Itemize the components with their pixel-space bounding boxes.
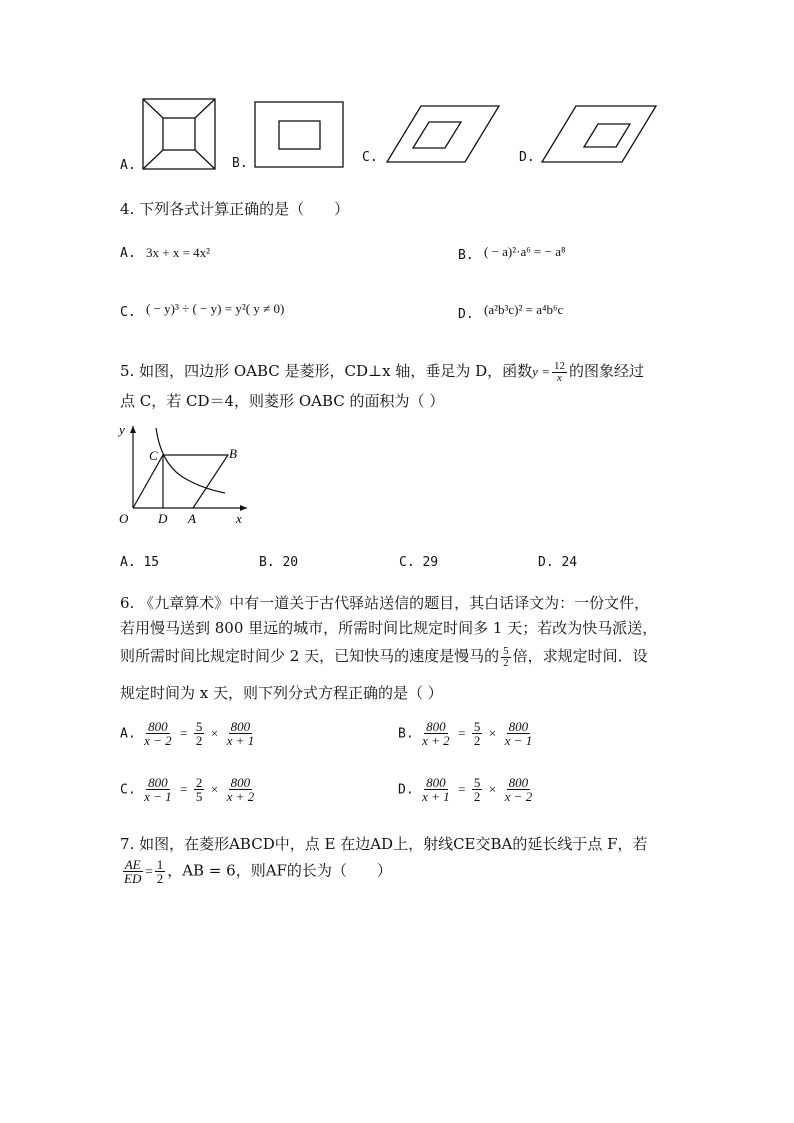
- q6-d-eq: =: [458, 781, 466, 797]
- q4-option-a-expr: 3x + x = 4x²: [146, 245, 211, 260]
- q6-option-b: [398, 720, 536, 747]
- q5-option-c: C. 29: [399, 555, 439, 570]
- q5-option-b: B. 20: [259, 555, 299, 570]
- q3-figure-a: [142, 98, 218, 172]
- q6-a-cd: 2: [195, 733, 203, 748]
- q6-d-cn: 5: [473, 775, 481, 790]
- q5-label-c: C: [149, 448, 158, 463]
- q5-stem-line1: [120, 360, 644, 384]
- q6-b-cn: 5: [473, 719, 481, 734]
- q5-stem-part1: 5. 如图，四边形 OABC 是菱形，CD⊥x 轴，垂足为 D，函数: [120, 362, 533, 380]
- q7-half-fraction: [155, 858, 166, 885]
- q6-option-d: [398, 776, 536, 803]
- q6-a-n2: 800: [230, 719, 251, 734]
- q6-a-d2: x + 1: [226, 733, 255, 748]
- q4-stem: 4. 下列各式计算正确的是（ ）: [120, 200, 350, 218]
- q7-half-num: 1: [156, 857, 164, 872]
- q6-d-d1: x + 1: [422, 789, 450, 804]
- q6-line4: 规定时间为 x 天，则下列分式方程正确的是（ ）: [120, 684, 443, 702]
- q6-c-times: ×: [210, 781, 219, 797]
- q5-func-lhs: y =: [532, 364, 550, 379]
- q6-a-eq: =: [180, 725, 188, 741]
- q5-option-a: A. 15: [120, 555, 160, 570]
- q6-d-times: ×: [488, 781, 497, 797]
- q6-b-times: ×: [488, 725, 497, 741]
- q4-option-d-expr: (a²b³c)² = a⁴b⁶c: [484, 302, 564, 317]
- q6-c-cn: 2: [195, 775, 203, 790]
- q5-label-o: O: [119, 511, 129, 526]
- q6-d-n1: 800: [426, 775, 446, 790]
- q6-a-d1: x − 2: [144, 733, 172, 748]
- q7-line2: [120, 858, 392, 885]
- q6-option-b-label: B.: [398, 726, 414, 742]
- q3-option-c-label: C.: [362, 150, 378, 165]
- q3-figure-c: [385, 104, 501, 164]
- q6-b-d2: x − 1: [504, 733, 533, 748]
- q6-option-d-label: D.: [398, 782, 414, 798]
- q5-label-y: y: [119, 422, 125, 437]
- q6-ratio-den: 2: [503, 656, 509, 669]
- q7-line2-rest: ，AB = 6，则AF的长为（ ）: [167, 861, 392, 880]
- q3-option-d-label: D.: [519, 150, 535, 165]
- q6-c-n1: 800: [148, 775, 168, 790]
- q3-option-b-label: B.: [232, 156, 248, 171]
- q6-line2: 若用慢马送到 800 里远的城市，所需时间比规定时间多 1 天；若改为快马派送，: [120, 619, 658, 637]
- q4-option-b-expr: ( − a)²·a⁶ = − a⁸: [484, 244, 566, 259]
- q7-frac-den: ED: [124, 871, 142, 886]
- q5-figure: [115, 420, 255, 530]
- q7-half-den: 2: [156, 871, 164, 886]
- q6-d-cd: 2: [473, 789, 481, 804]
- q5-func-den: x: [557, 371, 562, 384]
- q5-label-b: B: [229, 446, 237, 461]
- q6-a-times: ×: [210, 725, 219, 741]
- q7-line1: 7. 如图，在菱形ABCD中，点 E 在边AD上，射线CE交BA的延长线于点 F，若: [120, 835, 648, 853]
- q5-func-num: 12: [553, 359, 565, 372]
- q7-ratio-fraction: [122, 858, 143, 885]
- q6-line3-part1: 则所需时间比规定时间少 2 天，已知快马的速度是慢马的: [120, 647, 500, 665]
- q6-line1: 6. 《九章算术》中有一道关于古代驿站送信的题目，其白话译文为：一份文件，: [120, 594, 650, 612]
- q7-eq: =: [145, 863, 153, 879]
- q6-c-d2: x + 2: [226, 789, 255, 804]
- q4-option-c-label: C.: [120, 305, 136, 320]
- q6-option-a-label: A.: [120, 726, 136, 742]
- q6-c-n2: 800: [230, 775, 251, 790]
- q5-stem-line2: 点 C，若 CD＝4，则菱形 OABC 的面积为（ ）: [120, 392, 445, 410]
- q5-label-d: D: [158, 511, 168, 526]
- q5-label-x: x: [236, 511, 242, 526]
- q6-a-cn: 5: [195, 719, 203, 734]
- q5-option-d: D. 24: [538, 555, 578, 570]
- q6-d-n2: 800: [508, 775, 529, 790]
- q5-func-fraction: [552, 361, 567, 384]
- q3-option-a-label: A.: [120, 158, 136, 173]
- q6-b-cd: 2: [473, 733, 481, 748]
- q6-c-d1: x − 1: [144, 789, 172, 804]
- q6-a-n1: 800: [148, 719, 168, 734]
- q4-option-d-label: D.: [458, 307, 474, 322]
- q6-line3: [120, 645, 648, 669]
- q6-d-d2: x − 2: [504, 789, 533, 804]
- q4-option-c-expr: ( − y)³ ÷ ( − y) = y²( y ≠ 0): [146, 301, 285, 316]
- q6-b-d1: x + 2: [422, 733, 450, 748]
- q3-figure-d: [540, 104, 658, 164]
- q6-option-a: [120, 720, 258, 747]
- q4-option-b-label: B.: [458, 248, 474, 263]
- q5-label-a: A: [188, 511, 196, 526]
- q6-ratio-num: 5: [503, 644, 509, 657]
- q6-ratio-fraction: [501, 646, 511, 669]
- q6-option-c-label: C.: [120, 782, 136, 798]
- q6-c-eq: =: [180, 781, 188, 797]
- q4-option-a-label: A.: [120, 246, 136, 261]
- q6-b-n1: 800: [426, 719, 446, 734]
- q6-b-eq: =: [458, 725, 466, 741]
- q5-stem-part2: 的图象经过: [568, 362, 644, 380]
- q7-frac-num: AE: [124, 857, 141, 872]
- q3-figure-b: [254, 101, 346, 169]
- q6-option-c: [120, 776, 258, 803]
- q6-b-n2: 800: [508, 719, 529, 734]
- q6-c-cd: 5: [195, 789, 203, 804]
- q6-line3-part2: 倍，求规定时间．设: [512, 647, 648, 665]
